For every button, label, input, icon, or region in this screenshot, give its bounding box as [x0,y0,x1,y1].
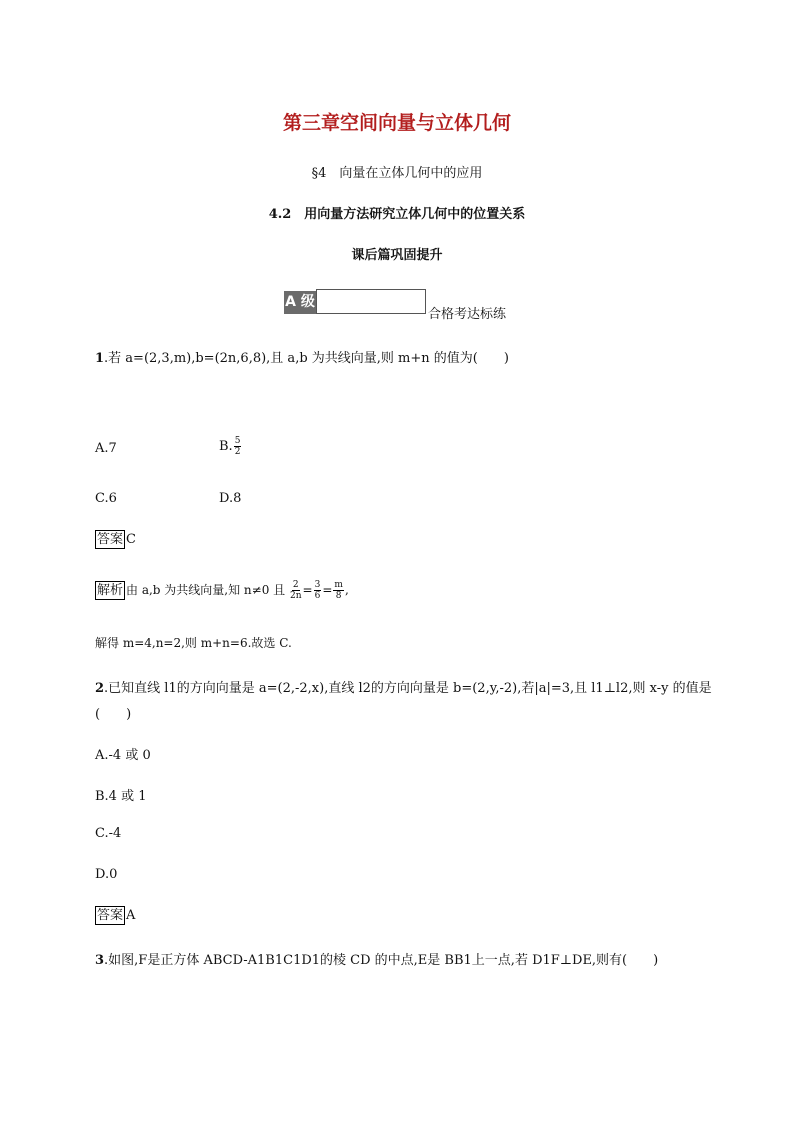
level-label: 合格考达标练 [428,307,507,322]
q1-option-c: C.6 [95,491,117,506]
question-text: .如图,F是正方体 ABCD-A1B1C1D1的棱 CD 的中点,E是 BB1上一点,若 D1F⊥DE,则有( ) [104,953,659,968]
subsection-heading: 4.2 用向量方法研究立体几何中的位置关系 [268,207,526,222]
question-2 [95,677,712,696]
q2-option-a: A.-4 或 0 [95,748,151,763]
q1-analysis-line-2: 解得 m=4,n=2,则 m+n=6.故选 C. [95,636,292,650]
section-heading: §4 向量在立体几何中的应用 [311,166,483,181]
q2-option-b: B.4 或 1 [95,789,147,804]
question-number: 2 [95,681,105,696]
answer-value: A [126,908,136,923]
fraction: $\frac{5}{2}$ [234,436,241,457]
fraction: $\frac{2}{2n}$ [290,580,302,601]
q1-analysis: 解析 由 a,b 为共线向量,知 n≠0 且 $\frac{2}{2n}$ = $\frac{3}{6}$ = $\frac{m}{8}$ , [97,580,349,601]
question-3 [95,949,658,968]
q2-option-c: C.-4 [95,826,122,841]
question-text: .若 a=(2,3,m),b=(2n,6,8),且 a,b 为共线向量,则 m+n 的值为( ) [104,351,509,366]
question-text: .已知直线 l1的方向向量是 a=(2,-2,x),直线 l2的方向向量是 b=(2,y,-2),若|a|=3,且 l1⊥l2,则 x-y 的值是 [104,681,712,696]
question-number: 3 [95,953,105,968]
question-1 [95,347,509,366]
chapter-title: 第三章空间向量与立体几何 [282,112,511,134]
q1-option-a: A.7 [95,441,117,456]
option-label: B. [219,439,233,454]
analysis-text: 由 a,b 为共线向量,知 n≠0 且 [126,583,286,597]
q2-answer [95,906,135,925]
fraction: $\frac{m}{8}$ [334,580,343,601]
q2-paren: ( ) [95,707,132,722]
q2-option-d: D.0 [95,867,118,882]
level-box [316,289,426,314]
practice-heading: 课后篇巩固提升 [351,248,443,263]
q1-answer [95,530,136,549]
answer-tag: 答案 [97,908,124,923]
level-badge: A 级 [284,291,316,314]
q1-option-d: D.8 [219,491,242,506]
answer-tag: 答案 [97,532,124,547]
analysis-tag: 解析 [97,583,124,598]
q1-option-b [219,436,242,457]
fraction: $\frac{3}{6}$ [314,580,321,601]
question-number: 1 [95,351,105,366]
answer-value: C [126,532,136,547]
